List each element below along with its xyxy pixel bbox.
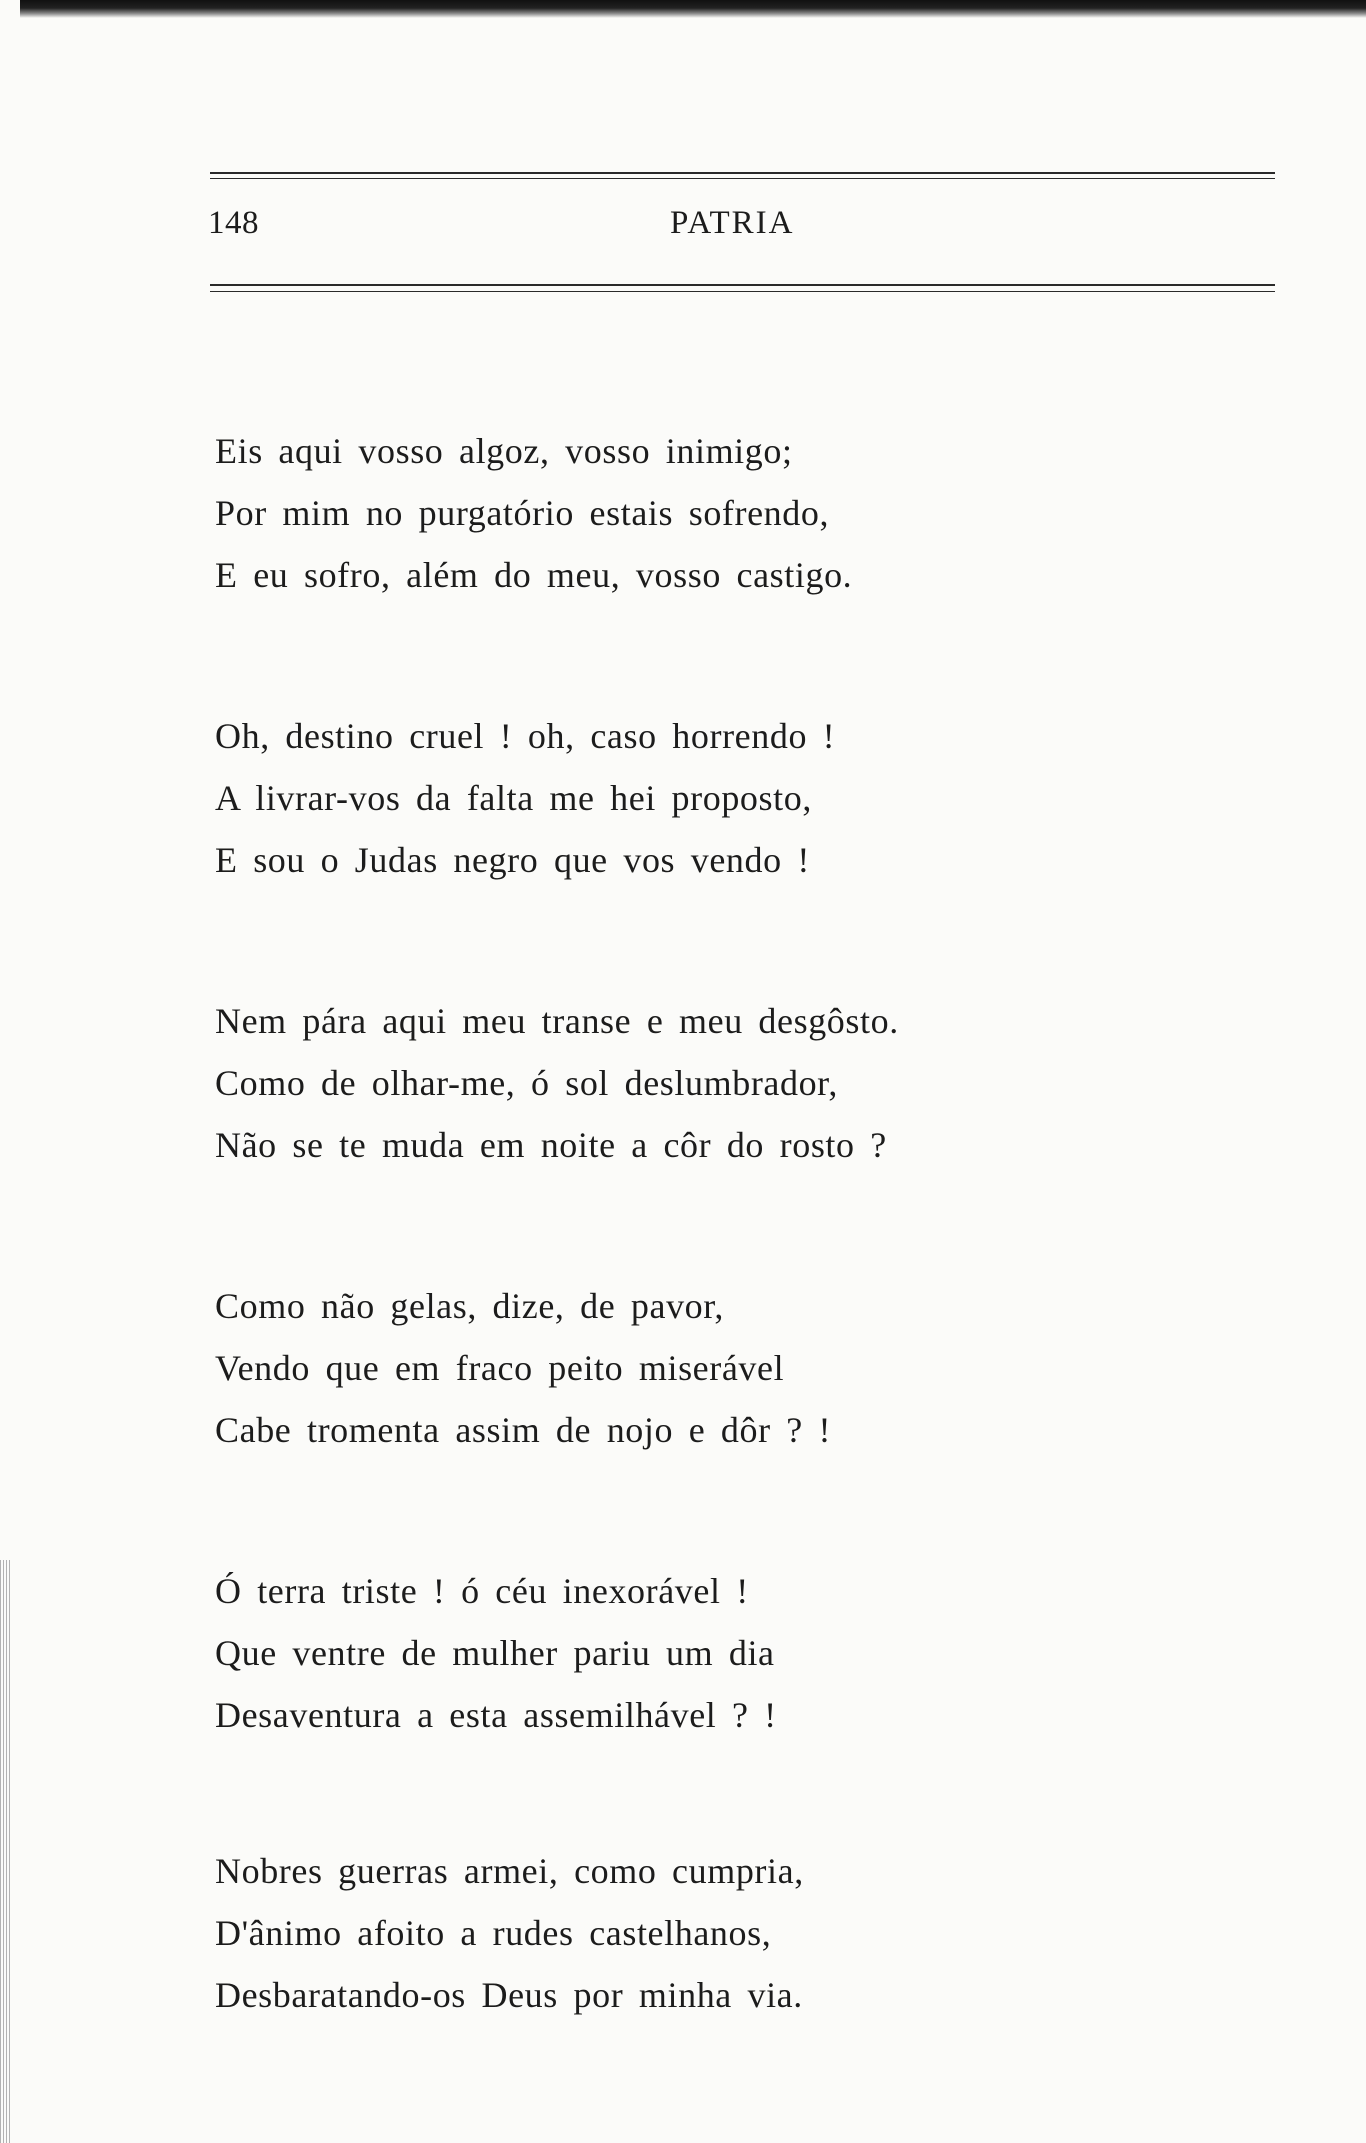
stanza-2 [215, 705, 835, 891]
header-rule-bottom-1 [210, 284, 1275, 286]
verse-line: Como não gelas, dize, de pavor, [215, 1286, 725, 1326]
page-number: 148 [208, 205, 259, 241]
verse-line: Que ventre de mulher pariu um dia [215, 1633, 775, 1673]
running-title: PATRIA [670, 205, 795, 241]
verse-line: Vendo que em fraco peito miserável [215, 1348, 785, 1388]
verse-line: Cabe tromenta assim de nojo e dôr ? ! [215, 1410, 832, 1450]
verse-line: Oh, destino cruel ! oh, caso horrendo ! [215, 716, 836, 756]
header-rule-top-1 [210, 172, 1275, 174]
verse-line: E eu sofro, além do meu, vosso castigo. [215, 555, 853, 595]
verse-line: Desaventura a esta assemilhável ? ! [215, 1695, 777, 1735]
verse-line: Ó terra triste ! ó céu inexorável ! [215, 1571, 749, 1611]
verse-line: Desbaratando-os Deus por minha via. [215, 1975, 803, 2015]
scan-left-edge [0, 1560, 12, 2143]
header-rule-top-2 [210, 178, 1275, 179]
verse-line: Por mim no purgatório estais sofrendo, [215, 493, 830, 533]
verse-line: A livrar-vos da falta me hei proposto, [215, 778, 812, 818]
stanza-6 [215, 1840, 804, 2026]
stanza-3 [215, 990, 899, 1176]
verse-line: Não se te muda em noite a côr do rosto ? [215, 1125, 887, 1165]
verse-line: E sou o Judas negro que vos vendo ! [215, 840, 810, 880]
verse-line: Eis aqui vosso algoz, vosso inimigo; [215, 431, 793, 471]
scan-top-edge [20, 0, 1366, 18]
verse-line: Nobres guerras armei, como cumpria, [215, 1851, 804, 1891]
stanza-4 [215, 1275, 831, 1461]
verse-line: D'ânimo afoito a rudes castelhanos, [215, 1913, 772, 1953]
verse-line: Como de olhar-me, ó sol deslumbrador, [215, 1063, 838, 1103]
stanza-1 [215, 420, 852, 606]
header-rule-bottom-2 [210, 291, 1275, 292]
stanza-5 [215, 1560, 777, 1746]
verse-line: Nem pára aqui meu transe e meu desgôsto. [215, 1001, 899, 1041]
